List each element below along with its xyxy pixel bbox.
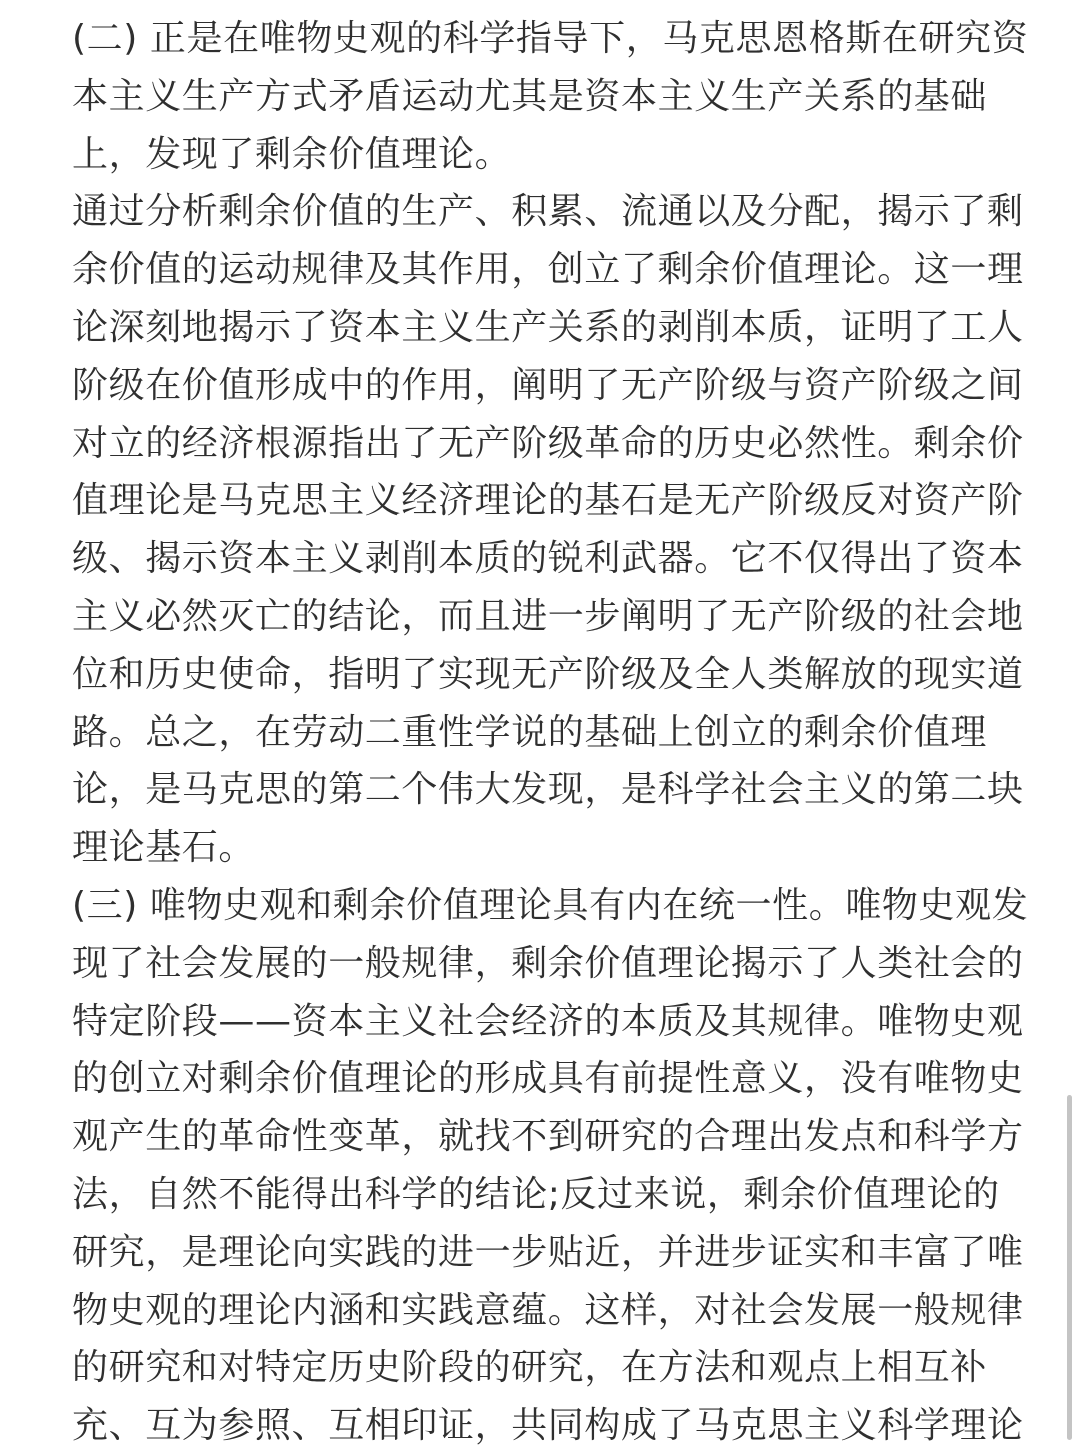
text-line: 特定阶段——资本主义社会经济的本质及其规律。唯物史观 <box>72 1000 1024 1042</box>
paragraph-surplus-value <box>72 183 1024 877</box>
text-line: (三) 唯物史观和剩余价值理论具有内在统一性。唯物史观发 <box>72 884 1029 926</box>
text-line: 通过分析剩余价值的生产、积累、流通以及分配，揭示了剩 <box>72 191 1024 233</box>
text-line: 研究，是理论向实践的进一步贴近，并进步证实和丰富了唯 <box>72 1231 1024 1273</box>
text-line: 余价值的运动规律及其作用，创立了剩余价值理论。这一理 <box>72 249 1024 291</box>
text-line: 物史观的理论内涵和实践意蕴。这样，对社会发展一般规律 <box>72 1289 1024 1331</box>
text-line: 位和历史使命，指明了实现无产阶级及全人类解放的现实道 <box>72 653 1024 695</box>
text-line: 路。总之，在劳动二重性学说的基础上创立的剩余价值理 <box>72 711 988 753</box>
text-line: 主义必然灭亡的结论，而且进一步阐明了无产阶级的社会地 <box>72 595 1024 637</box>
scrollbar-thumb[interactable] <box>1067 1095 1072 1440</box>
text-line: 的研究和对特定历史阶段的研究，在方法和观点上相互补 <box>72 1347 988 1389</box>
text-line: 论，是马克思的第二个伟大发现，是科学社会主义的第二块 <box>72 769 1024 811</box>
text-line: 的创立对剩余价值理论的形成具有前提性意义，没有唯物史 <box>72 1058 1024 1100</box>
text-line: 现了社会发展的一般规律，剩余价值理论揭示了人类社会的 <box>72 942 1024 984</box>
text-line: 阶级在价值形成中的作用，阐明了无产阶级与资产阶级之间 <box>72 364 1024 406</box>
text-line: 值理论是马克思主义经济理论的基石是无产阶级反对资产阶 <box>72 480 1024 522</box>
text-line: 充、互为参照、互相印证，共同构成了马克思主义科学理论 <box>72 1405 1024 1447</box>
text-line: 观产生的革命性变革，就找不到研究的合理出发点和科学方 <box>72 1116 1024 1158</box>
text-line: (二) 正是在唯物史观的科学指导下，马克思恩格斯在研究资 <box>72 18 1029 59</box>
document-text <box>72 10 1029 1455</box>
text-line: 本主义生产方式矛盾运动尤其是资本主义生产关系的基础 <box>72 75 988 117</box>
text-line: 上，发现了剩余价值理论。 <box>72 133 512 175</box>
paragraph-section-two <box>72 10 1029 183</box>
text-line: 法，自然不能得出科学的结论;反过来说，剩余价值理论的 <box>72 1173 1000 1215</box>
text-line: 对立的经济根源指出了无产阶级革命的历史必然性。剩余价 <box>72 422 1024 464</box>
text-line: 级、揭示资本主义剥削本质的锐利武器。它不仅得出了资本 <box>72 538 1024 580</box>
paragraph-section-three <box>72 877 1029 1455</box>
text-line: 论深刻地揭示了资本主义生产关系的剥削本质，证明了工人 <box>72 306 1024 348</box>
text-line: 理论基石。 <box>72 827 256 869</box>
